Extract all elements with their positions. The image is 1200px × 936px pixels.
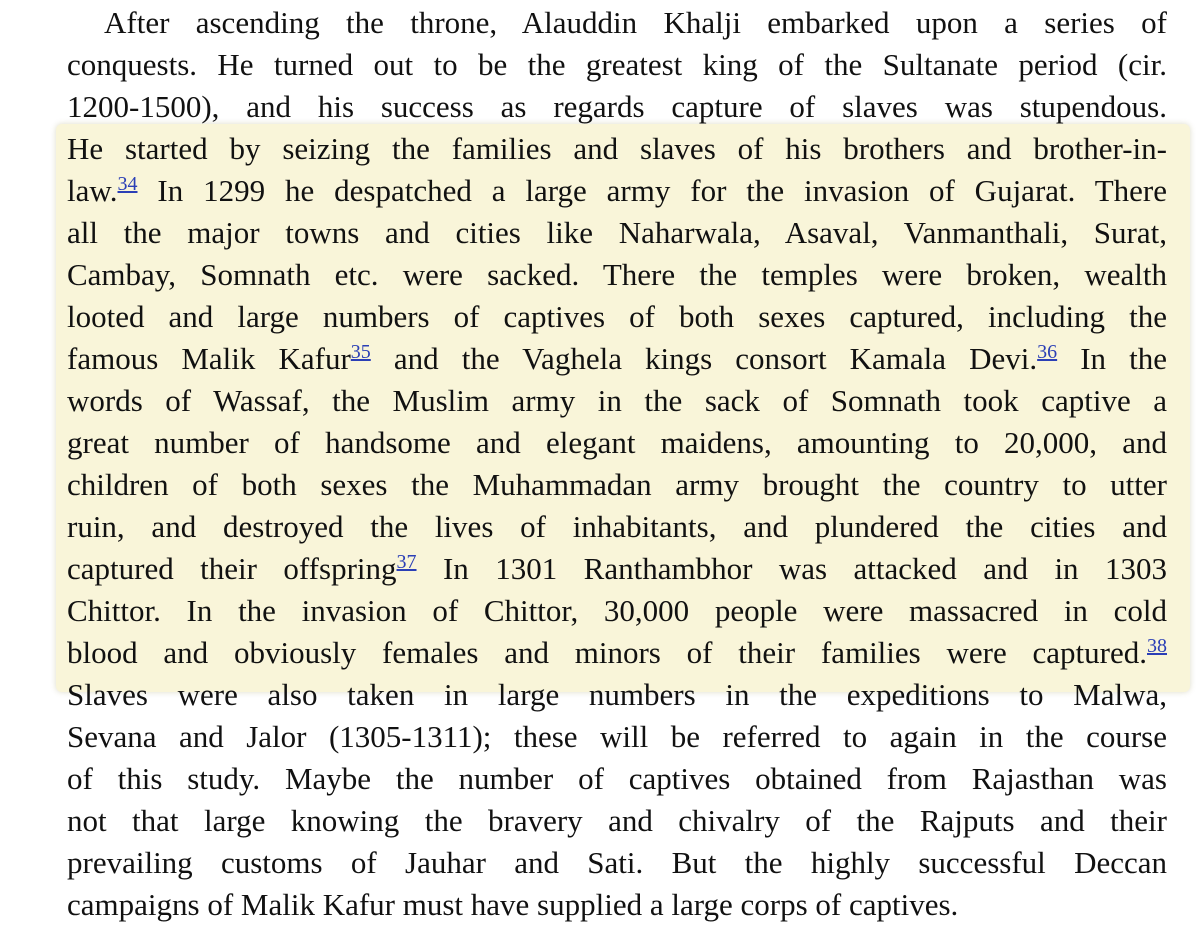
text-segment: famous Malik Kafur <box>67 341 351 376</box>
text-segment: blood and obviously females and minors of their families were captured. <box>67 635 1147 670</box>
footnote-link-35[interactable]: 35 <box>350 341 371 363</box>
text-line <box>67 548 1167 590</box>
text-line: words of Wassaf, the Muslim army in the sack of Somnath took captive a <box>67 383 1167 418</box>
text-line: children of both sexes the Muhammadan army brought the country to utter <box>67 467 1167 502</box>
text-line: ruin, and destroyed the lives of inhabitants, and plundered the cities and <box>67 509 1167 544</box>
text-line: of this study. Maybe the number of captives obtained from Rajasthan was <box>67 761 1167 796</box>
text-line: Slaves were also taken in large numbers in the expeditions to Malwa, <box>67 677 1167 712</box>
text-line: conquests. He turned out to be the greatest king of the Sultanate period (cir. <box>67 47 1167 82</box>
text-segment: In 1301 Ranthambhor was attacked and in 1303 <box>416 551 1168 586</box>
text-line: all the major towns and cities like Naharwala, Asaval, Vanmanthali, Surat, <box>67 215 1167 250</box>
text-segment: In 1299 he despatched a large army for the invasion of Gujarat. There <box>137 173 1167 208</box>
text-line: prevailing customs of Jauhar and Sati. But the highly successful Deccan <box>67 845 1167 880</box>
text-line: Sevana and Jalor (1305-1311); these will be referred to again in the course <box>67 719 1167 754</box>
text-segment: law. <box>67 173 118 208</box>
footnote-link-37[interactable]: 37 <box>396 551 417 573</box>
footnote-link-36[interactable]: 36 <box>1037 341 1058 363</box>
text-line: looted and large numbers of captives of both sexes captured, including the <box>67 299 1167 334</box>
text-segment: captured their offspring <box>67 551 397 586</box>
text-segment: and the Vaghela kings consort Kamala Devi. <box>370 341 1038 376</box>
text-line: He started by seizing the families and slaves of his brothers and brother-in- <box>67 131 1167 166</box>
text-line <box>67 632 1167 674</box>
text-line: Cambay, Somnath etc. were sacked. There the temples were broken, wealth <box>67 257 1167 292</box>
footnote-link-34[interactable]: 34 <box>117 173 138 195</box>
footnote-link-38[interactable]: 38 <box>1147 635 1167 657</box>
text-line: 1200-1500), and his success as regards capture of slaves was stupendous. <box>67 89 1167 124</box>
text-line: campaigns of Malik Kafur must have supplied a large corps of captives. <box>67 887 959 922</box>
text-segment: In the <box>1057 341 1168 376</box>
text-line: Chittor. In the invasion of Chittor, 30,000 people were massacred in cold <box>67 593 1167 628</box>
text-line: great number of handsome and elegant maidens, amounting to 20,000, and <box>67 425 1167 460</box>
text-line <box>67 170 1167 212</box>
text-line: After ascending the throne, Alauddin Khalji embarked upon a series of <box>104 5 1167 40</box>
text-line: not that large knowing the bravery and chivalry of the Rajputs and their <box>67 803 1167 838</box>
text-line <box>67 338 1167 380</box>
